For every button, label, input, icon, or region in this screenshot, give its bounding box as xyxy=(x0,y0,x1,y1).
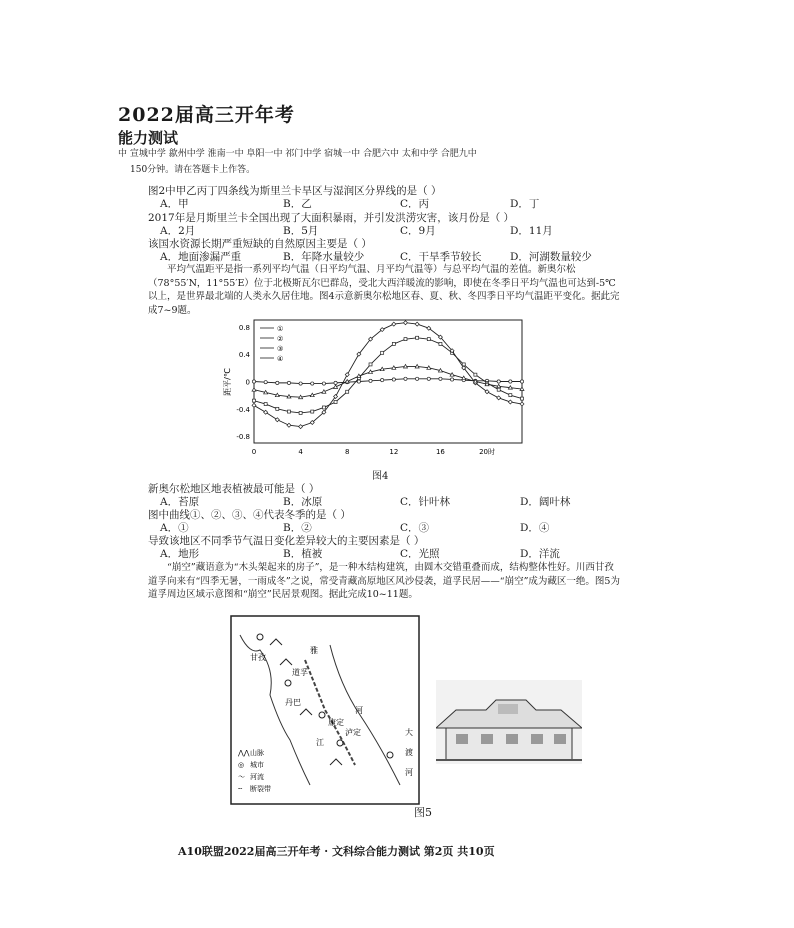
question-9: 导致该地区不同季节气温日变化差异较大的主要因素是（ ） xyxy=(148,535,425,547)
map-label: 河 xyxy=(405,768,413,777)
data-point xyxy=(392,378,395,381)
question-5: 2017年是月斯里兰卡全国出现了大面积暴雨，并引发洪涝灾害，该月份是（ ） xyxy=(148,212,515,224)
data-point xyxy=(334,385,338,389)
series-line-2 xyxy=(254,338,522,413)
figure-5-caption: 图5 xyxy=(414,806,432,819)
data-point xyxy=(392,366,396,370)
data-point xyxy=(450,373,454,377)
question-8: 图中曲线①、②、③、④代表冬季的是（ ） xyxy=(148,509,351,521)
page-footer: A10联盟2022届高三开年考 · 文科综合能力测试 第2页 共10页 xyxy=(178,845,495,858)
option: D．洋流 xyxy=(520,548,560,560)
data-point xyxy=(264,381,267,384)
exam-subtitle: 能力测试 xyxy=(118,129,179,147)
regional-map xyxy=(230,615,420,805)
data-point xyxy=(322,390,326,394)
data-point xyxy=(299,411,302,414)
legend-label: ② xyxy=(277,335,284,343)
option: B．冰原 xyxy=(283,496,323,508)
figure-4-caption: 图4 xyxy=(372,471,389,482)
series-line-4 xyxy=(254,366,522,397)
legend-label: 山脉 xyxy=(250,749,264,757)
legend-label: 河流 xyxy=(250,773,264,781)
option: A．甲 xyxy=(160,198,189,210)
y-tick-label: 0.4 xyxy=(238,351,250,360)
option: B．年降水量较少 xyxy=(283,251,365,263)
data-point xyxy=(322,406,325,409)
time-note: 150分钟。请在答题卡上作答。 xyxy=(130,165,256,175)
data-point xyxy=(497,380,500,383)
data-point xyxy=(439,377,442,380)
figure-4-chart xyxy=(222,314,532,469)
data-point xyxy=(311,382,314,385)
data-point xyxy=(404,377,407,380)
option: D．阔叶林 xyxy=(520,496,571,508)
data-point xyxy=(381,379,384,382)
data-point xyxy=(381,351,384,354)
option: B．乙 xyxy=(283,198,312,210)
map-label: 道孚 xyxy=(292,668,308,677)
map-label: 泸定 xyxy=(345,728,361,737)
data-point xyxy=(357,374,361,378)
x-tick-label: 0 xyxy=(251,448,257,456)
data-point xyxy=(322,382,325,385)
data-point xyxy=(497,396,501,400)
option: A．① xyxy=(160,522,189,534)
option: D．河湖数量较少 xyxy=(510,251,592,263)
data-point xyxy=(253,399,256,402)
question-6: 该国水资源长期严重短缺的自然原因主要是（ ） xyxy=(148,238,372,250)
option: C．③ xyxy=(400,522,430,534)
data-point xyxy=(427,377,430,380)
data-point xyxy=(276,407,279,410)
data-point xyxy=(520,380,523,383)
series-line-3 xyxy=(254,323,522,427)
map-label: 丹巴 xyxy=(285,698,301,707)
data-point xyxy=(287,423,291,427)
data-point xyxy=(427,338,430,341)
legend-city-icon: ◎ xyxy=(238,761,245,769)
question-4: 图2中甲乙丙丁四条线为斯里兰卡旱区与湿润区分界线的是（ ） xyxy=(148,185,442,197)
legend-label: ④ xyxy=(277,355,284,363)
window xyxy=(531,734,543,744)
data-point xyxy=(334,381,337,384)
option: C．9月 xyxy=(400,225,436,237)
data-point xyxy=(276,381,279,384)
legend-fault-icon: ╌ xyxy=(238,785,243,793)
option: D．丁 xyxy=(510,198,540,210)
data-point xyxy=(520,387,524,391)
legend-mountain-icon: ⋀⋀ xyxy=(238,749,250,757)
option: C．干旱季节较长 xyxy=(400,251,482,263)
data-point xyxy=(497,384,501,388)
window xyxy=(554,734,566,744)
data-point xyxy=(287,410,290,413)
option: B．5月 xyxy=(283,225,319,237)
window xyxy=(481,734,493,744)
data-point xyxy=(392,322,396,326)
data-point xyxy=(416,377,419,380)
data-point xyxy=(380,367,384,371)
data-point xyxy=(345,380,349,384)
data-point xyxy=(299,425,303,429)
data-point xyxy=(345,373,349,377)
data-point xyxy=(403,321,407,325)
option: C．光照 xyxy=(400,548,440,560)
data-point xyxy=(310,393,314,397)
passage-fig4: 平均气温距平是指一系列平均气温（日平均气温、月平均气温等）与总平均气温的差值。新奥尔松（78°55′N，11°55′E）位于北极斯瓦尔巴群岛，受北大西洋暖流的影响，即使在冬季日平均气温也可达到-5℃以上，是世界最北端的人类永久居住地。图4示意新奥尔松地区春、夏、秋、冬四季日平均气温距平变化。据此完成7~9题。 xyxy=(148,264,620,316)
data-point xyxy=(439,342,442,345)
data-point xyxy=(252,403,256,407)
data-point xyxy=(450,378,453,381)
option: A．2月 xyxy=(160,225,196,237)
y-tick-label: 0 xyxy=(245,378,250,387)
data-point xyxy=(474,373,477,376)
map-label: 江 xyxy=(316,738,324,747)
data-point xyxy=(252,380,255,383)
data-point xyxy=(415,364,419,368)
map-label: 渡 xyxy=(405,748,413,757)
data-point xyxy=(369,370,373,374)
plot-frame xyxy=(254,320,522,443)
data-point xyxy=(264,390,268,394)
data-point xyxy=(346,390,349,393)
data-point xyxy=(369,363,372,366)
legend-label: ③ xyxy=(277,345,284,353)
data-point xyxy=(508,400,512,404)
data-point xyxy=(252,388,256,392)
data-point xyxy=(392,342,395,345)
data-point xyxy=(416,336,419,339)
data-point xyxy=(521,397,524,400)
data-point xyxy=(438,369,442,373)
legend-label: ① xyxy=(277,325,284,333)
map-label: 康定 xyxy=(328,718,344,727)
data-point xyxy=(508,386,512,390)
data-point xyxy=(264,403,267,406)
upper-window xyxy=(498,704,518,714)
data-point xyxy=(287,381,290,384)
option: A．地形 xyxy=(160,548,200,560)
option: D．11月 xyxy=(510,225,553,237)
data-point xyxy=(299,382,302,385)
y-tick-label: -0.8 xyxy=(236,433,250,442)
exam-title: 2022届高三开年考 xyxy=(118,104,295,126)
question-7: 新奥尔松地区地表植被最可能是（ ） xyxy=(148,483,320,495)
map-label: 雅 xyxy=(310,646,318,655)
map-label: 甘孜 xyxy=(250,653,266,662)
data-point xyxy=(404,338,407,341)
legend-label: 城市 xyxy=(250,761,264,769)
map-label: 河 xyxy=(355,706,363,715)
y-axis-label: 距平/℃ xyxy=(223,368,232,396)
data-point xyxy=(427,366,431,370)
option: D．④ xyxy=(520,522,550,534)
data-point xyxy=(509,394,512,397)
bengkong-house-photo xyxy=(436,680,582,764)
legend-label: 断裂带 xyxy=(250,785,271,793)
data-point xyxy=(462,376,466,380)
data-point xyxy=(334,401,337,404)
option: B．② xyxy=(283,522,312,534)
map-label: 大 xyxy=(405,728,413,737)
y-tick-label: 0.8 xyxy=(238,323,250,332)
data-point xyxy=(497,388,500,391)
option: A．地面渗漏严重 xyxy=(160,251,242,263)
option: A．苔原 xyxy=(160,496,200,508)
x-tick-label: 20时 xyxy=(479,448,496,456)
data-point xyxy=(275,393,279,397)
data-point xyxy=(403,364,407,368)
data-point xyxy=(287,395,291,399)
school-list: 中 宣城中学 歙州中学 淮南一中 阜阳一中 祁门中学 宿城一中 合肥六中 太和中学 合肥九中 xyxy=(118,149,477,159)
passage-fig5: “崩空”藏语意为“木头架起来的房子”，是一种木结构建筑，由圆木交错重叠而成，结构整体性好。川西甘孜道孚向来有“四季无暑，一雨成冬”之说，常受青藏高原地区风沙侵袭，道孚民居——“崩空”成为藏区一绝。图5为道孚周边区域示意图和“崩空”民居景观图。据此完成10~11题。 xyxy=(148,562,620,600)
data-point xyxy=(299,395,303,399)
data-point xyxy=(520,402,524,406)
x-tick-label: 4 xyxy=(298,448,303,456)
x-tick-label: 8 xyxy=(344,448,350,456)
x-tick-label: 16 xyxy=(435,448,445,456)
x-tick-label: 12 xyxy=(389,448,399,456)
option: C．丙 xyxy=(400,198,430,210)
data-point xyxy=(311,410,314,413)
data-point xyxy=(357,380,360,383)
window xyxy=(506,734,518,744)
option: C．针叶林 xyxy=(400,496,451,508)
data-point xyxy=(509,380,512,383)
data-point xyxy=(415,322,419,326)
data-point xyxy=(369,379,372,382)
window xyxy=(456,734,468,744)
legend-river-icon: 〜 xyxy=(238,773,245,781)
option: B．植被 xyxy=(283,548,323,560)
y-tick-label: -0.4 xyxy=(236,405,250,414)
